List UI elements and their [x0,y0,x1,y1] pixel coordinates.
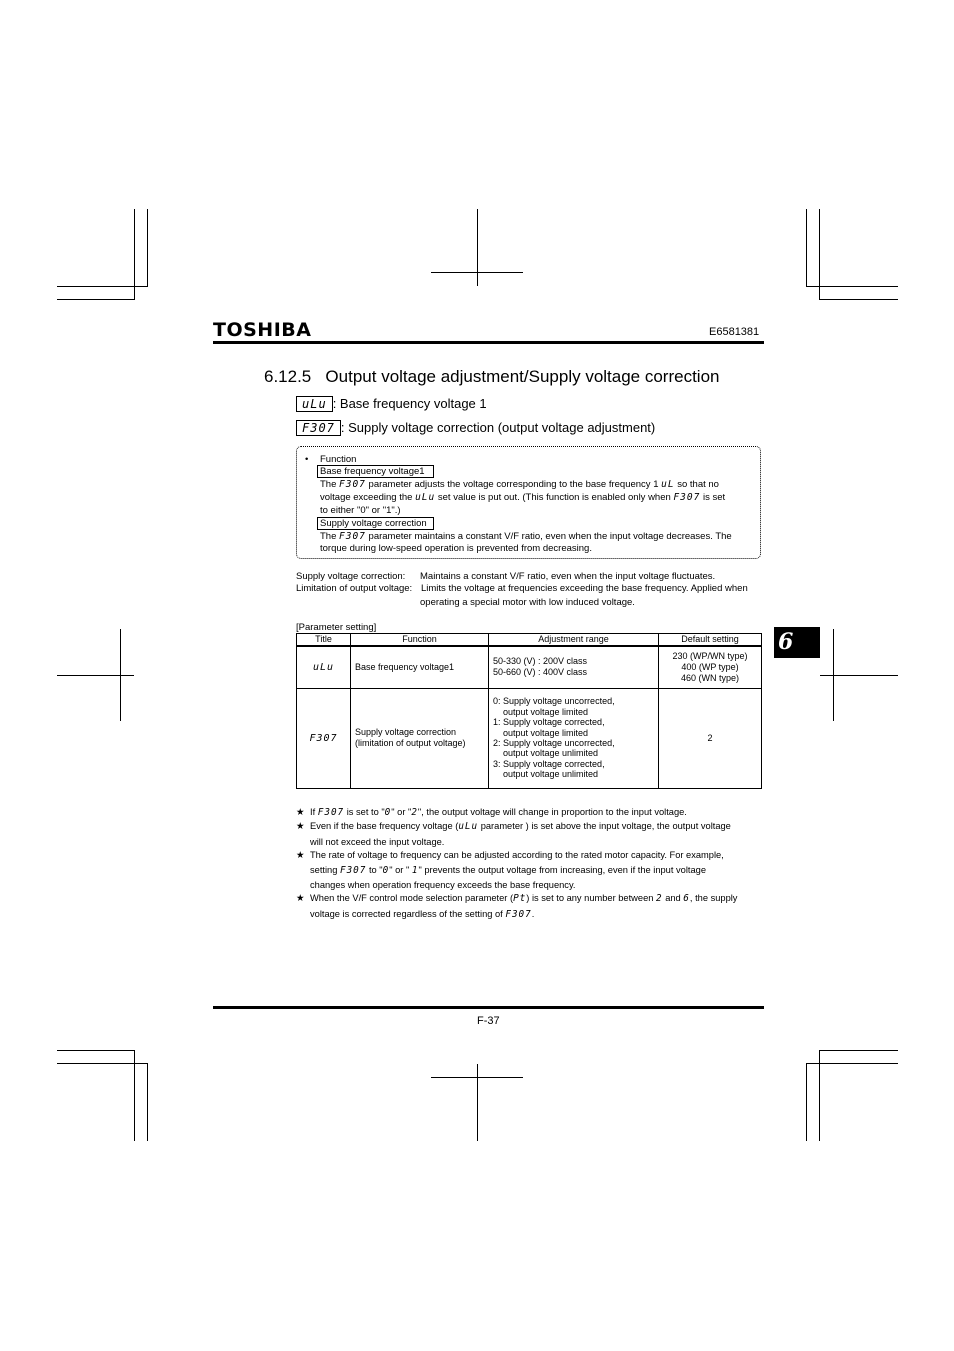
sub1-line2 [320,491,725,504]
th-function: Function [351,634,489,647]
row1-range [489,646,659,688]
t: parameter maintains a constant V/F ratio, even when the input voltage decreases. The [365,531,732,542]
range-1b: output voltage limited [503,727,589,738]
t: is set [700,492,726,503]
ulu-code: uLu [415,492,436,503]
t: and [662,893,684,903]
t: The [320,479,340,490]
f307-code-box: F307 [296,420,341,436]
row2-function1: Supply voltage correction [355,727,457,737]
def2-term: Limitation of output voltage: [296,583,413,594]
t: parameter ) is set above the input voltage, the output voltage [478,821,731,831]
value-0: 0 [382,864,390,876]
sub2-title-box: Supply voltage correction [317,517,434,530]
chapter-number: 6 [778,629,794,655]
function-bullet: • [305,454,309,465]
def1-term: Supply voltage correction: [296,571,406,582]
range-3a: 3: Supply voltage corrected, [493,758,605,769]
t: will not exceed the input voltage. [310,836,445,847]
f307-code: F307 [317,807,345,818]
row2-function [351,688,489,788]
row1-def1: 230 (WP/WN type) [672,650,748,661]
range-0b: output voltage limited [503,706,589,717]
def1-text: Maintains a constant V/F ratio, even when the input voltage fluctuates. [420,571,716,582]
sub2-line2: torque during low-speed operation is prevented from decreasing. [320,543,592,554]
star-icon: ★ [296,807,305,817]
t: . [531,908,535,919]
star-icon: ★ [296,850,305,860]
t: set value is put out. (This function is enabled only when [435,492,674,503]
f307-code: F307 [673,492,701,503]
doc-number: E6581381 [709,326,760,338]
page-number: F-37 [477,1015,500,1027]
t: to " [366,864,383,875]
section-title: 6.12.5 Output voltage adjustment/Supply voltage correction [264,367,720,386]
range-1a: 1: Supply voltage corrected, [493,717,605,728]
value-2: 2 [656,893,663,904]
t: The rate of voltage to frequency can be adjusted according to the rated motor capacity. For example, [310,850,724,860]
value-6: 6 [683,893,690,904]
param-setting-caption: [Parameter setting] [296,622,377,633]
t: When the V/F control mode selection parameter ( [310,893,514,903]
t: The [320,531,340,542]
f307-code: F307 [339,864,367,876]
footer-rule [213,1006,764,1009]
th-range: Adjustment range [489,634,659,647]
t: " or " [389,864,412,875]
star-icon: ★ [296,893,305,903]
t: If [310,807,318,817]
row1-default [659,646,762,688]
t: ) is set to any number between [526,893,656,903]
row2-default: 2 [659,688,762,788]
t: ", the output voltage will change in proportion to the input voltage. [417,807,687,817]
table-row [297,688,762,788]
ulu-code-box: uLu [296,396,333,412]
t: , the supply [689,893,738,903]
value-1: 1 [411,864,419,876]
value-0: 0 [384,807,392,818]
t: " or " [391,807,412,817]
t: so that no [674,479,719,490]
chapter-tab [774,627,820,658]
sub1-title-box: Base frequency voltage1 [317,465,434,478]
param-intro-ulu [296,396,487,412]
note-3-text [310,848,765,893]
row1-range-200: 50-330 (V) : 200V class [493,656,588,667]
t: changes when operation frequency exceeds the base frequency. [310,880,576,890]
range-2a: 2: Supply voltage uncorrected, [493,738,615,748]
range-0a: 0: Supply voltage uncorrected, [493,696,615,707]
t: parameter adjusts the voltage corresponding to the base frequency 1 [365,479,662,490]
t: Even if the base frequency voltage ( [310,821,459,831]
t: voltage is corrected regardless of the setting of [310,908,506,919]
note-4-text [310,891,765,922]
th-title: Title [297,634,351,647]
row1-def2: 400 (WP type) [681,661,739,672]
sub1-line3: to either "0" or "1".) [320,505,401,516]
row1-range-400: 50-660 (V) : 400V class [493,667,588,678]
header-rule [213,341,764,344]
row2-function2: (limitation of output voltage) [355,738,466,748]
t: is set to " [344,807,385,817]
t: " prevents the output voltage from increasing, even if the input voltage [418,864,706,875]
param-intro-f307 [296,420,655,436]
table-row [297,646,762,688]
row2-range [489,688,659,788]
th-default: Default setting [659,634,762,647]
toshiba-logo: TOSHIBA [213,319,312,341]
note-2-text [310,819,765,849]
pt-code: Pt [513,893,527,904]
f307-code: F307 [505,908,532,920]
ul-code: uL [661,479,675,490]
star-icon: ★ [296,821,305,831]
def2-text2: operating a special motor with low induced voltage. [420,597,635,608]
row1-title: uLu [297,646,351,688]
row1-function: Base frequency voltage1 [351,646,489,688]
sub1-line1 [320,478,719,491]
row2-title: F307 [297,688,351,788]
table-header-row [297,634,762,647]
ulu-desc: : Base frequency voltage 1 [332,396,487,411]
f307-code: F307 [339,479,366,490]
t: voltage exceeding the [320,492,416,503]
row1-def3: 460 (WN type) [680,672,740,683]
f307-desc: : Supply voltage correction (output voltage adjustment) [340,420,656,435]
value-2: 2 [411,807,418,818]
param-table [296,633,762,789]
t: setting [310,864,340,875]
range-3b: output voltage unlimited [503,769,599,780]
f307-code: F307 [339,531,366,542]
function-label: Function [320,454,357,465]
ulu-code: uLu [458,821,479,832]
range-2b: output voltage unlimited [503,748,599,759]
def2-text1: Limits the voltage at frequencies exceeding the base frequency. Applied when [421,583,748,594]
